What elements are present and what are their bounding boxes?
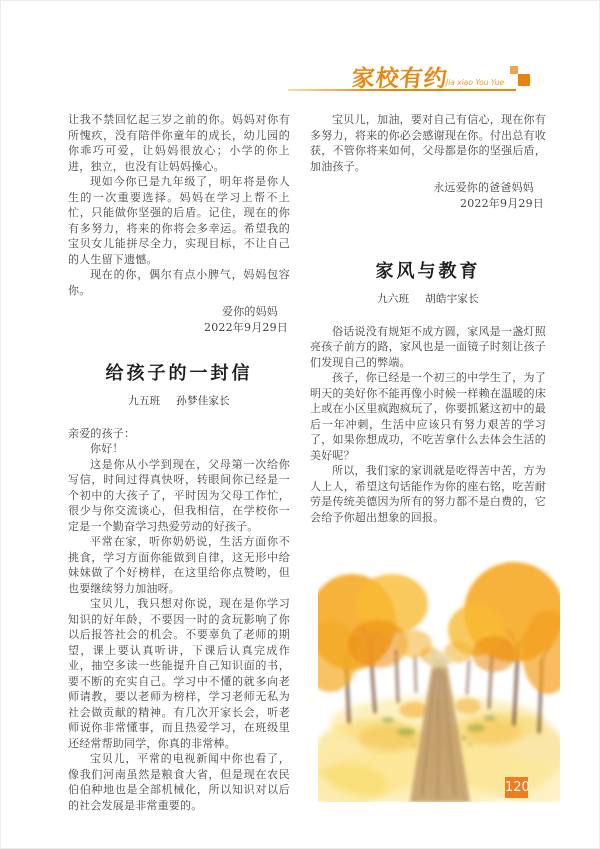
page-number-badge: 120: [505, 777, 528, 798]
byline-author: 孙梦佳家长: [176, 395, 230, 407]
section-subtitle-pinyin: Jia xiao You Yue: [446, 78, 505, 87]
letter-continuation-paragraph: 让我不禁回忆起三岁之前的你。妈妈对你有所愧疚，没有陪伴你童年的成长，幼儿园的你乖巧可爱，让妈妈很放心；小学的你上进，独立，也没有让妈妈操心。: [68, 113, 290, 173]
article-body: [68, 426, 290, 814]
article-paragraph: 俗话说没有规矩不成方圆，家风是一盏灯照亮孩子前方的路，家风也是一面镜子时刻让孩子们发现自己的弊端。: [310, 324, 546, 369]
letter-signature: 永远爱你的爸爸妈妈: [433, 181, 534, 194]
article-title: 给孩子的一封信: [105, 363, 253, 384]
letter-signature: 爱你的妈妈: [222, 305, 278, 318]
letter-date: 2022年9月29日: [204, 320, 288, 334]
autumn-path-illustration-svg: [318, 560, 560, 802]
left-column: [68, 112, 290, 813]
article-paragraph: 孩子，你已经是一个初三的中学生了，为了明天的美好你不能再像小时候一样赖在温暖的床上或在小区里疯跑疯玩了，你要抓紧这初中的最后一年冲刺，生活中应该只有努力艰苦的学习了，如果你想成功，不吃苦拿什么去体会生活的美好呢？: [310, 371, 546, 462]
letter-greeting: 你好！: [90, 442, 124, 455]
letter-continuation-paragraph: 宝贝儿，加油，要对自己有信心，现在你有多努力，将来的你必会感谢现在你。付出总有收获，不管你将来如何，父母都是你的坚强后盾，加油孩子。: [310, 113, 546, 173]
letter-continuation-paragraph: 现如今你已是九年级了，明年将是你人生的一次重要选择。妈妈在学习上帮不上忙，只能做你坚强的后盾。记住，现在的你有多努力，将来的你将会多幸运。希望我的宝贝女儿能拼尽全力，实现目标，不让自己的人生留下遗憾。: [68, 175, 290, 266]
article-body: [310, 324, 546, 526]
byline-class: 九六班: [377, 293, 410, 305]
byline-class: 九五班: [128, 395, 161, 407]
section-title: 家校有约: [350, 66, 449, 92]
article-byline: [68, 394, 290, 410]
header-deco-square-small: [510, 66, 518, 74]
article-title: 家风与教育: [375, 261, 481, 282]
letter-continuation-paragraph: 现在的你，偶尔有点小脾气，妈妈包容你。: [68, 268, 290, 297]
header-deco-square-large: [518, 74, 530, 86]
article-paragraph: 平常在家，听你奶奶说，生活方面你不挑食，学习方面你能做到自律，这无形中给妹妹做了个好榜样，在这里给你点赞哟，但也要继续努力加油呀。: [68, 535, 290, 595]
article-paragraph: 宝贝儿，平常的电视新闻中你也看了，像我们河南虽然是粮食大省，但是现在农民伯伯种地也是全部机械化，所以知识对以后的社会发展是非常重要的。: [68, 752, 290, 812]
article-paragraph: 宝贝儿，我只想对你说，现在是你学习知识的好年龄，不要因一时的贪玩影响了你以后报答社会的机会。不要辜负了老师的期望，课上要认真听讲，下课后认真完成作业，抽空多读一些能提升自己知识面的书，要不断的充实自己。学习中不懂的就多向老师请教，要以老师为榜样，学习老师无私为社会做贡献的精神。有几次开家长会，听老师说你非常懂事，而且热爱学习，在班级里还经常帮助同学，你真的非常棒。: [68, 597, 290, 750]
article-paragraph: 这是你从小学到现在，父母第一次给你写信，时间过得真快呀，转眼间你已经是一个初中的大孩子了，平时因为父母工作忙，很少与你交流谈心，但我相信，在学校你一定是一个勤奋学习热爱劳动的好孩子。: [68, 457, 290, 533]
autumn-path-illustration: [318, 560, 560, 802]
letter-salutation: 亲爱的孩子：: [68, 426, 136, 440]
article-byline: [310, 292, 546, 308]
article-paragraph: 所以，我们家的家训就是吃得苦中苦，方为人上人，希望这句话能作为你的座右铭，吃苦耐劳是传统美德因为所有的努力都不是白费的，它会给予你超出想象的回报。: [310, 464, 546, 524]
letter-date: 2022年9月29日: [460, 196, 544, 210]
right-column: [310, 112, 546, 525]
byline-author: 胡皓宇家长: [425, 293, 479, 305]
